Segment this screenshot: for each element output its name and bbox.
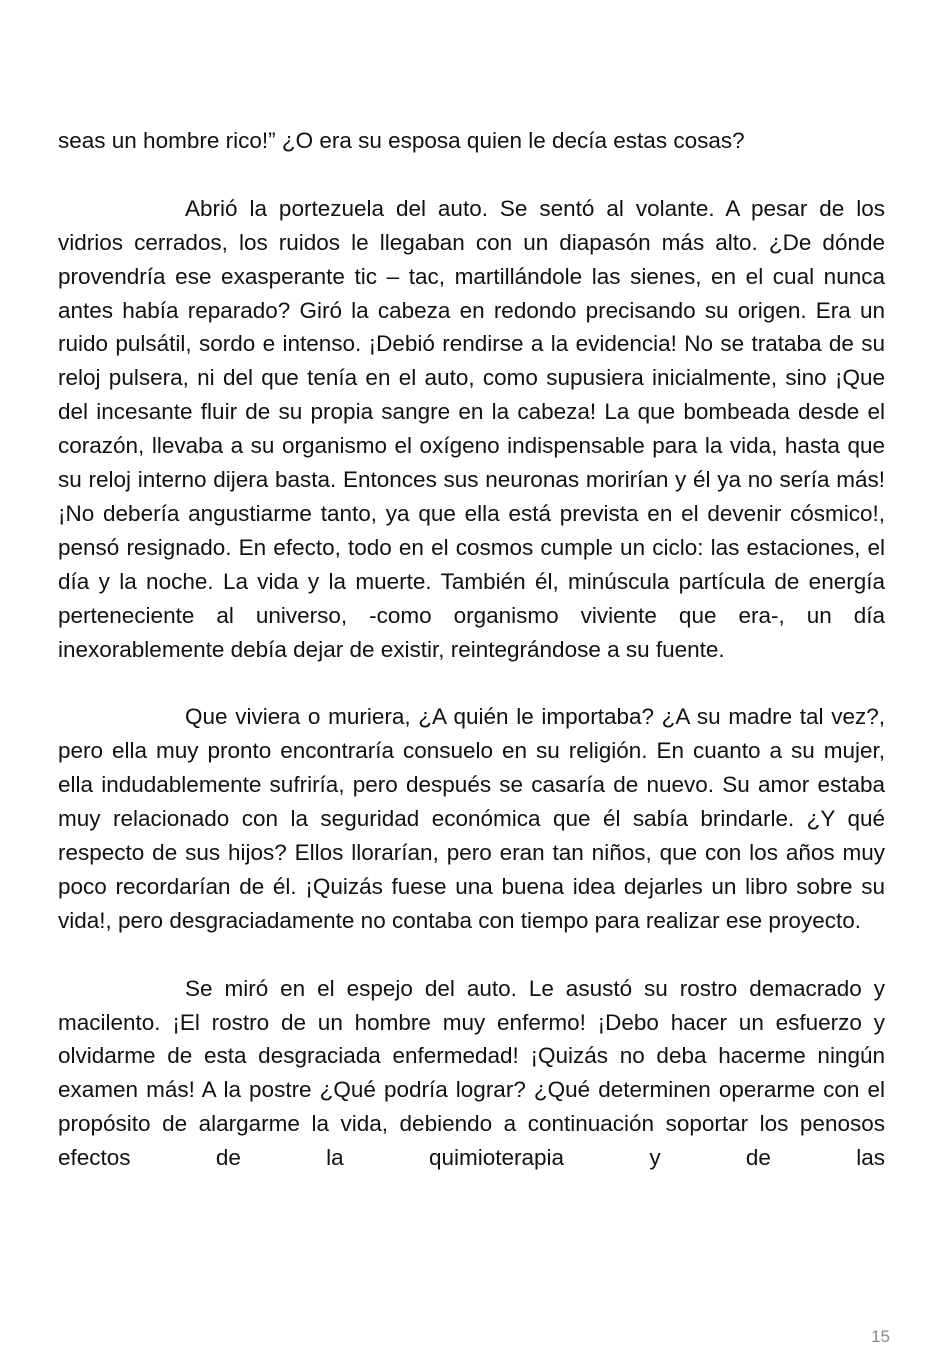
body-text [58,124,885,1209]
paragraph-continuation: seas un hombre rico!” ¿O era su esposa quien le decía estas cosas? [58,128,745,153]
paragraph: Abrió la portezuela del auto. Se sentó al volante. A pesar de los vidrios cerrados, los ruidos le llegaban con un diapasón más alto. ¿De dónde provendría ese exasperante tic – tac, martillándole las sienes, en el cual nunca antes había reparado? Giró la cabeza en redondo precisando su origen. Era un ruido pulsátil, sordo e intenso. ¡Debió rendirse a la evidencia! No se trataba de su reloj pulsera, ni del que tenía en el auto, como supusiera inicialmente, sino ¡Que del incesante fluir de su propia sangre en la cabeza! La que bombeada desde el corazón, llevaba a su organismo el oxígeno indispensable para la vida, hasta que su reloj interno dijera basta. Entonces sus neuronas morirían y él ya no sería más! ¡No debería angustiarme tanto, ya que ella está prevista en el devenir cósmico!, pensó resignado. En efecto, todo en el cosmos cumple un ciclo: las estaciones, el día y la noche. La vida y la muerte. También él, minúscula partícula de energía perteneciente al universo, -como organismo viviente que era-, un día inexorablemente debía dejar de existir, reintegrándose a su fuente. [58,195,885,662]
paragraph: Que viviera o muriera, ¿A quién le importaba? ¿A su madre tal vez?, pero ella muy pronto encontraría consuelo en su religión. En cuanto a su mujer, ella indudablemente sufriría, pero después se casaría de nuevo. Su amor estaba muy relacionado con la seguridad económica que él sabía brindarle. ¿Y qué respecto de sus hijos? Ellos llorarían, pero eran tan niños, que con los años muy poco recordarían de él. ¡Quizás fuese una buena idea dejarles un libro sobre su vida!, pero desgraciadamente no contaba con tiempo para realizar ese proyecto. [58,704,885,933]
page-number: 15 [871,1327,890,1346]
paragraph: Se miró en el espejo del auto. Le asustó su rostro demacrado y macilento. ¡El rostro de un hombre muy enfermo! ¡Debo hacer un esfuerzo y olvidarme de esta desgraciada enfermedad! ¡Quizás no deba hacerme ningún examen más! A la postre ¿Qué podría lograr? ¿Qué determinen operarme con el propósito de alargarme la vida, debiendo a continuación soportar los penosos efectos de la quimioterapia y de las [58,975,885,1171]
